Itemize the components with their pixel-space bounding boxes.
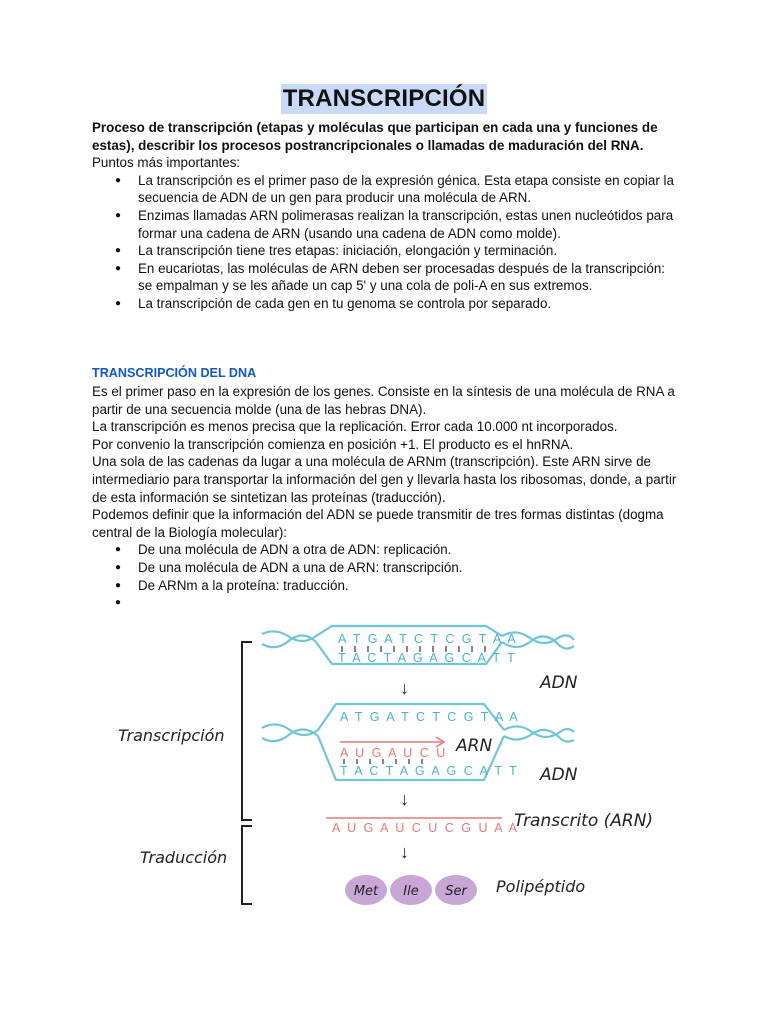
label-polipeptido: Polipéptido [496, 877, 586, 896]
down-arrow-icon: ↓ [400, 789, 409, 809]
transcript-strand: A U G A U C U C G U A A [332, 821, 520, 835]
dogma-bullet-list [92, 541, 680, 609]
bullet-icon: ● [115, 262, 122, 274]
list-item: ● De ARNm a la proteína: traducción. [115, 577, 349, 593]
dna-helix-1 [262, 626, 574, 665]
dna-top-strand: A T G A T C T C G T A A [338, 632, 518, 646]
transcription-bubble [262, 704, 574, 780]
bullet-icon: ● [115, 174, 122, 186]
list-item: ● Enzimas llamadas ARN polimerasas realizan la transcripción, estas unen nucleótidos para formar una cadena de ARN (usando una cadena de ADN como molde). [115, 207, 674, 241]
list-item: ● De una molécula de ADN a otra de ADN: replicación. [115, 542, 452, 558]
list-item: ● La transcripción tiene tres etapas: iniciación, elongación y terminación. [115, 243, 558, 259]
points-label: Puntos más importantes: [92, 155, 241, 171]
bullet-icon: ● [115, 597, 122, 609]
label-arn: ARN [456, 736, 493, 756]
translation-bracket [242, 826, 252, 904]
section-heading: TRANSCRIPCIÓN DEL DNA [92, 366, 257, 380]
intro-bullet-list [92, 172, 680, 313]
title-wrap [0, 84, 768, 114]
amino-acid-label: Met [353, 884, 379, 899]
label-traduccion: Traducción [140, 848, 228, 867]
list-item: ● En eucariotas, las moléculas de ARN deben ser procesadas después de la transcripción: se empalman y se les añade un cap 5' y una cola de poli-A en sus extremos. [115, 260, 665, 294]
bullet-icon: ● [115, 561, 122, 573]
section-body [92, 383, 680, 609]
intro-section [92, 119, 680, 313]
label-adn-2: ADN [540, 765, 578, 785]
transcription-bracket [242, 642, 252, 820]
list-item: ● La transcripción es el primer paso de la expresión génica. Esta etapa consiste en copiar la secuencia de ADN de un gen para producir una molécula de ARN. [115, 172, 674, 206]
helix-end-right [504, 726, 574, 737]
down-arrow-icon: ↓ [400, 678, 409, 698]
paragraph: Por convenio la transcripción comienza en posición +1. El producto es el hnRNA. [92, 436, 574, 452]
dna-bottom-strand: T A C T A G A G C A T T [340, 764, 519, 778]
dna-top-strand: A T G A T C T C G T A A [340, 710, 520, 724]
intro-question: Proceso de transcripción (etapas y moléculas que participan en cada una y funciones de estas), describir los procesos postrancripcionales o llamadas de maduración del RNA. [92, 120, 658, 153]
paragraph: Podemos definir que la información del ADN se puede transmitir de tres formas distintas (dogma central de la Biología molecular): [92, 507, 664, 540]
rna-growing-strand: A U G A U C U [340, 746, 448, 760]
paragraph: La transcripción es menos precisa que la replicación. Error cada 10.000 nt incorporados. [92, 419, 618, 435]
list-item: ● De una molécula de ADN a una de ARN: transcripción. [115, 559, 463, 575]
amino-acid-label: Ile [403, 884, 419, 899]
bullet-icon: ● [115, 579, 122, 591]
paragraph: Una sola de las cadenas da lugar a una molécula de ARNm (transcripción). Este ARN sirve de intermediario para transportar la información del gen y llevarla hasta los ribosomas, donde, a partir de esta información se sintetizan las proteínas (traducción). [92, 454, 677, 505]
amino-acid-label: Ser [445, 884, 467, 899]
page-title: TRANSCRIPCIÓN [282, 85, 486, 112]
bullet-icon: ● [115, 245, 122, 257]
bullet-icon: ● [115, 297, 122, 309]
label-adn-1: ADN [540, 673, 578, 693]
dna-bottom-strand: T A C T A G A G C A T T [338, 651, 517, 665]
paragraph: Es el primer paso en la expresión de los genes. Consiste en la síntesis de una molécula de RNA a partir de una secuencia molde (una de las hebras DNA). [92, 384, 675, 417]
down-arrow-icon: ↓ [400, 842, 409, 862]
label-transcrito: Transcrito (ARN) [514, 811, 654, 831]
central-dogma-figure [100, 610, 680, 920]
polypeptide [345, 875, 477, 905]
bullet-icon: ● [115, 209, 122, 221]
label-transcripcion: Transcripción [118, 726, 225, 745]
bullet-icon: ● [115, 544, 122, 556]
list-item: ● La transcripción de cada gen en tu genoma se controla por separado. [115, 295, 552, 311]
figure-svg [100, 610, 680, 920]
